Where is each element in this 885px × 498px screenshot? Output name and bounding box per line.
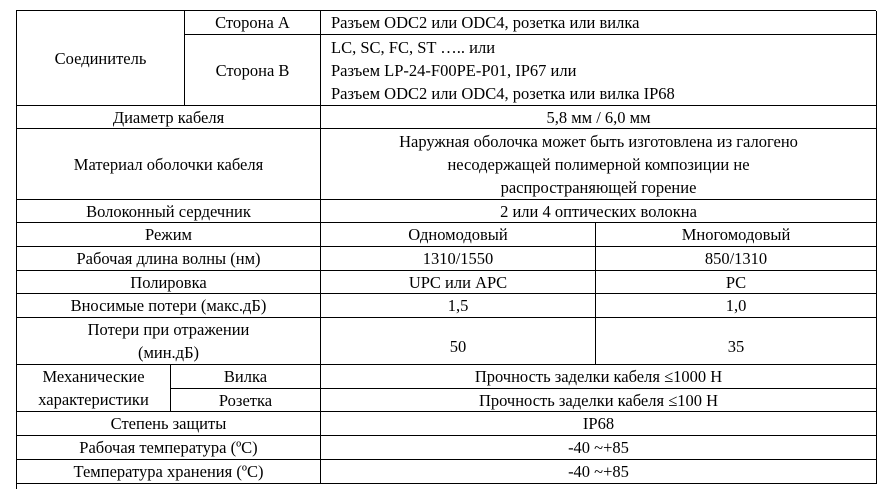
return-loss-single: 50 [321,318,596,365]
sheath-line: Наружная оболочка может быть изготовлена из галогено [399,131,798,151]
side-b-line: Разъем LP-24-F00PE-P01, IP67 или [331,60,577,80]
side-b-line: Разъем ODC2 или ODC4, розетка или вилка IP68 [331,83,675,103]
mode-label: Режим [17,223,321,247]
sheath-material-label: Материал оболочки кабеля [17,129,321,200]
mode-multi: Многомодовый [596,223,877,247]
mechanical-label [17,365,171,412]
wavelength-label: Рабочая длина волны (нм) [17,247,321,271]
sheath-material-value [321,129,877,200]
socket-label: Розетка [171,389,321,412]
specs-table [16,10,876,489]
side-b-label: Сторона В [185,35,321,106]
mode-single: Одномодовый [321,223,596,247]
cable-diameter-label: Диаметр кабеля [17,106,321,129]
plug-label: Вилка [171,365,321,389]
mechanical-label-line: характеристики [38,390,149,409]
fiber-core-label: Волоконный сердечник [17,200,321,223]
sheath-line: распространяющей горение [500,177,697,197]
connector-label: Соединитель [17,11,185,106]
side-b-value [321,35,877,106]
protection-value: IP68 [321,412,877,436]
cable-diameter-value: 5,8 мм / 6,0 мм [321,106,877,129]
side-a-value: Разъем ODC2 или ODC4, розетка или вилка [321,11,877,35]
polish-label: Полировка [17,271,321,294]
storage-temp-value: -40 ~+85 [321,460,877,484]
polish-multi: PC [596,271,877,294]
insertion-loss-single: 1,5 [321,294,596,318]
return-loss-label [17,318,321,365]
insertion-loss-multi: 1,0 [596,294,877,318]
wavelength-single: 1310/1550 [321,247,596,271]
mechanical-label-line: Механические [42,367,145,386]
socket-value: Прочность заделки кабеля ≤100 Н [321,389,877,412]
side-b-line: LC, SC, FC, ST ….. или [331,37,496,57]
fiber-core-value: 2 или 4 оптических волокна [321,200,877,223]
wavelength-multi: 850/1310 [596,247,877,271]
return-loss-multi: 35 [596,318,877,365]
return-loss-label-line: (мин.дБ) [137,343,200,362]
sheath-line: несодержащей полимерной композиции не [447,154,750,174]
polish-single: UPC или APC [321,271,596,294]
return-loss-label-line: Потери при отражении [87,320,250,339]
side-a-label: Сторона А [185,11,321,35]
insertion-loss-label: Вносимые потери (макс.дБ) [17,294,321,318]
plug-value: Прочность заделки кабеля ≤1000 Н [321,365,877,389]
storage-temp-label: Температура хранения (ºC) [17,460,321,484]
protection-label: Степень защиты [17,412,321,436]
operating-temp-value: -40 ~+85 [321,436,877,460]
operating-temp-label: Рабочая температура (ºC) [17,436,321,460]
